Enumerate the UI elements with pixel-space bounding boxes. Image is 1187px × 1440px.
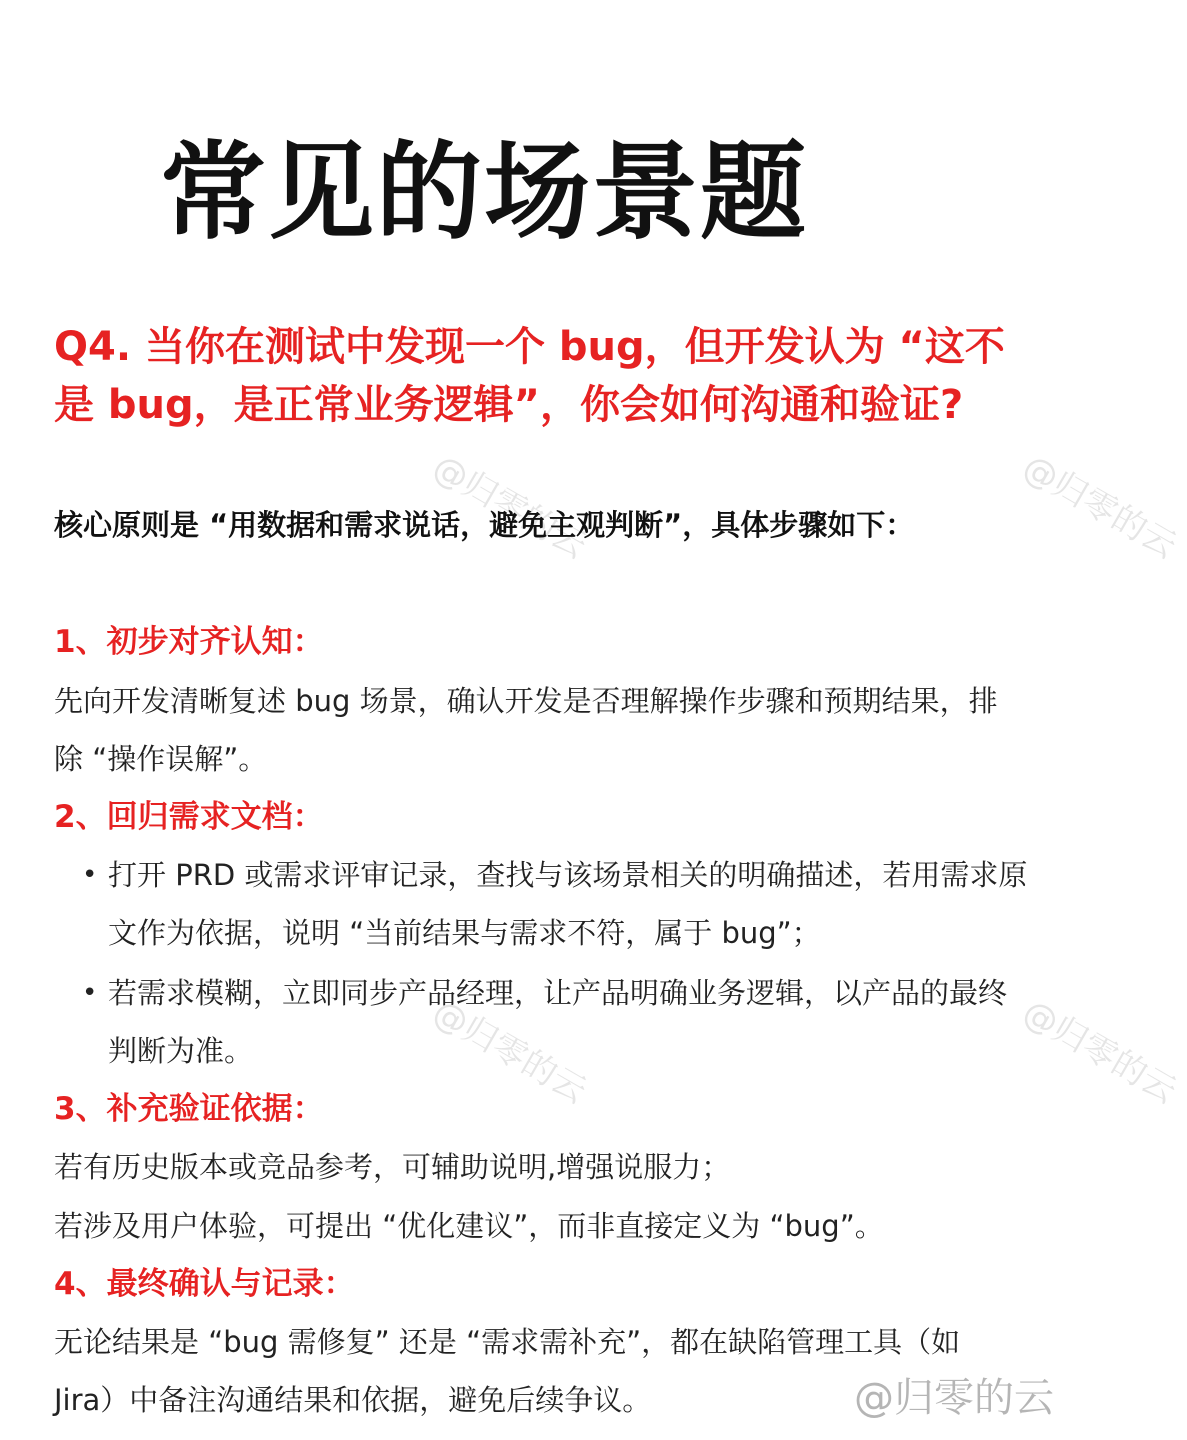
- list-item-text: 打开 PRD 或需求评审记录，查找与该场景相关的明确描述，若用需求原文作为依据，说明 “当前结果与需求不符，属于 bug”；: [108, 858, 1028, 950]
- section-title: 2、回归需求文档：: [54, 799, 324, 835]
- bullet-icon: •: [82, 860, 98, 890]
- bullet-icon: •: [82, 978, 98, 1008]
- watermark: @归零的云: [426, 991, 594, 1112]
- list-item: [82, 964, 1028, 1080]
- section-title: 3、补充验证依据：: [54, 1091, 324, 1127]
- section-paragraph: 无论结果是 “bug 需修复” 还是 “需求需补充”，都在缺陷管理工具（如 Jira）中备注沟通结果和依据，避免后续争议。: [54, 1325, 961, 1417]
- section-paragraph: 若涉及用户体验，可提出 “优化建议”，而非直接定义为 “bug”。: [54, 1209, 884, 1243]
- section-paragraph: 先向开发清晰复述 bug 场景，确认开发是否理解操作步骤和预期结果，排除 “操作误解”。: [54, 684, 998, 776]
- section-title: 4、最终确认与记录：: [54, 1266, 355, 1302]
- author-signature: @归零的云: [854, 1375, 1054, 1421]
- watermark: @归零的云: [426, 446, 594, 567]
- page-title: 常见的场景题: [160, 131, 808, 254]
- section-title: 1、初步对齐认知：: [54, 624, 324, 660]
- list-item: [82, 846, 1028, 962]
- watermark: @归零的云: [1016, 991, 1184, 1112]
- question-heading: Q4. 当你在测试中发现一个 bug，但开发认为 “这不是 bug，是正常业务逻辑”，你会如何沟通和验证?: [54, 324, 1005, 428]
- watermark: @归零的云: [1016, 446, 1184, 567]
- core-principle: 核心原则是 “用数据和需求说话，避免主观判断”，具体步骤如下：: [54, 508, 915, 542]
- list-item-text: 若需求模糊，立即同步产品经理，让产品明确业务逻辑，以产品的最终判断为准。: [108, 976, 1008, 1068]
- section-paragraph: 若有历史版本或竞品参考，可辅助说明,增强说服力；: [54, 1150, 731, 1184]
